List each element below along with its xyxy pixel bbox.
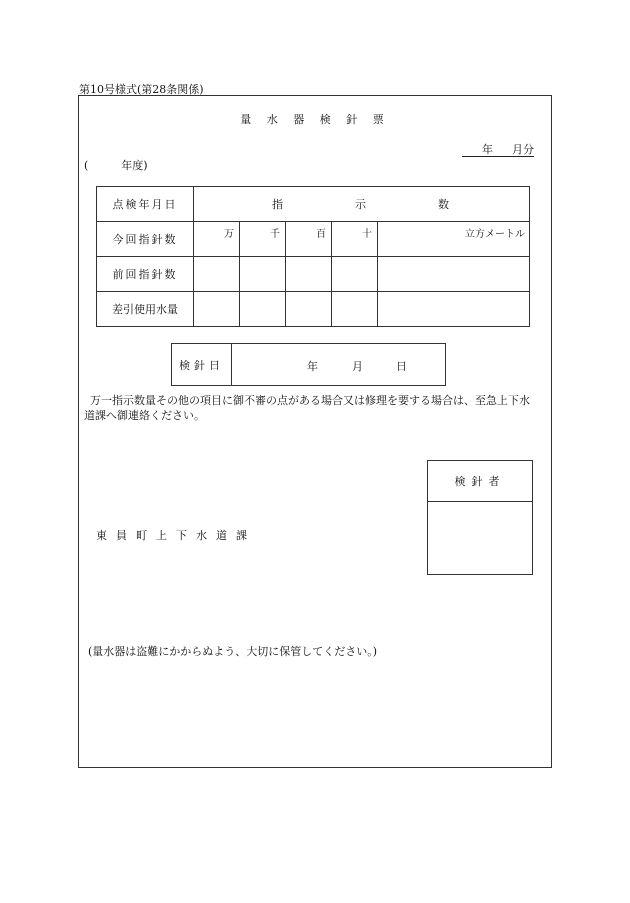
digit-cell-1000[interactable] xyxy=(240,222,286,257)
prev-digit-cell[interactable] xyxy=(194,257,240,292)
usage-unit-cell[interactable] xyxy=(378,292,530,327)
digit-cell-100[interactable] xyxy=(286,222,332,257)
inspection-date-table xyxy=(171,343,446,386)
year-month-field xyxy=(462,143,534,157)
fiscal-year-label: ( 年度) xyxy=(84,159,148,172)
usage-digit-cell[interactable] xyxy=(240,292,286,327)
reading-header-char: 数 xyxy=(438,198,449,211)
digit-cell-10000[interactable] xyxy=(194,222,240,257)
date-year-label: 年 xyxy=(307,359,318,373)
usage-label: 差引使用水量 xyxy=(97,292,194,327)
notice-line: 万一指示数量その他の項目に御不審の点がある場合又は修理を要する場合は、至急上下水 xyxy=(90,394,530,407)
year-label: 年 xyxy=(482,143,493,156)
inspection-date-value[interactable] xyxy=(232,344,446,386)
notice-line: 道課へ御連絡ください。 xyxy=(84,409,205,422)
prev-digit-cell[interactable] xyxy=(286,257,332,292)
department-name: 東員町上下水道課 xyxy=(96,529,256,542)
usage-digit-cell[interactable] xyxy=(286,292,332,327)
month-label: 月分 xyxy=(512,143,534,156)
digit-label: 万 xyxy=(224,229,234,240)
notice-text xyxy=(84,393,544,423)
digit-label: 千 xyxy=(270,229,280,240)
footer-note: (量水器は盗難にかからぬよう、大切に保管してください。) xyxy=(88,645,378,658)
date-day-label: 日 xyxy=(396,359,407,373)
inspector-box xyxy=(427,460,533,575)
inspection-date-label: 検針日 xyxy=(172,344,232,386)
reading-header xyxy=(194,187,530,222)
date-month-label: 月 xyxy=(352,359,363,373)
prev-digit-cell[interactable] xyxy=(332,257,378,292)
previous-reading-label: 前回指針数 xyxy=(97,257,194,292)
meter-reading-table xyxy=(96,186,530,327)
prev-unit-cell[interactable] xyxy=(378,257,530,292)
digit-cell-10[interactable] xyxy=(332,222,378,257)
digit-label: 十 xyxy=(362,229,372,240)
reading-header-char: 示 xyxy=(355,198,366,211)
usage-digit-cell[interactable] xyxy=(332,292,378,327)
unit-label: 立方メートル xyxy=(465,229,525,240)
prev-digit-cell[interactable] xyxy=(240,257,286,292)
inspector-label: 検針者 xyxy=(428,461,532,502)
digit-label: 百 xyxy=(316,229,326,240)
inspection-date-header: 点検年月日 xyxy=(97,187,194,222)
current-reading-label: 今回指針数 xyxy=(97,222,194,257)
unit-cell[interactable] xyxy=(378,222,530,257)
reading-header-char: 指 xyxy=(272,198,283,211)
form-number-label: 第10号様式(第28条関係) xyxy=(79,83,204,96)
document-title: 量 水 器 検 針 票 xyxy=(240,113,390,126)
usage-digit-cell[interactable] xyxy=(194,292,240,327)
